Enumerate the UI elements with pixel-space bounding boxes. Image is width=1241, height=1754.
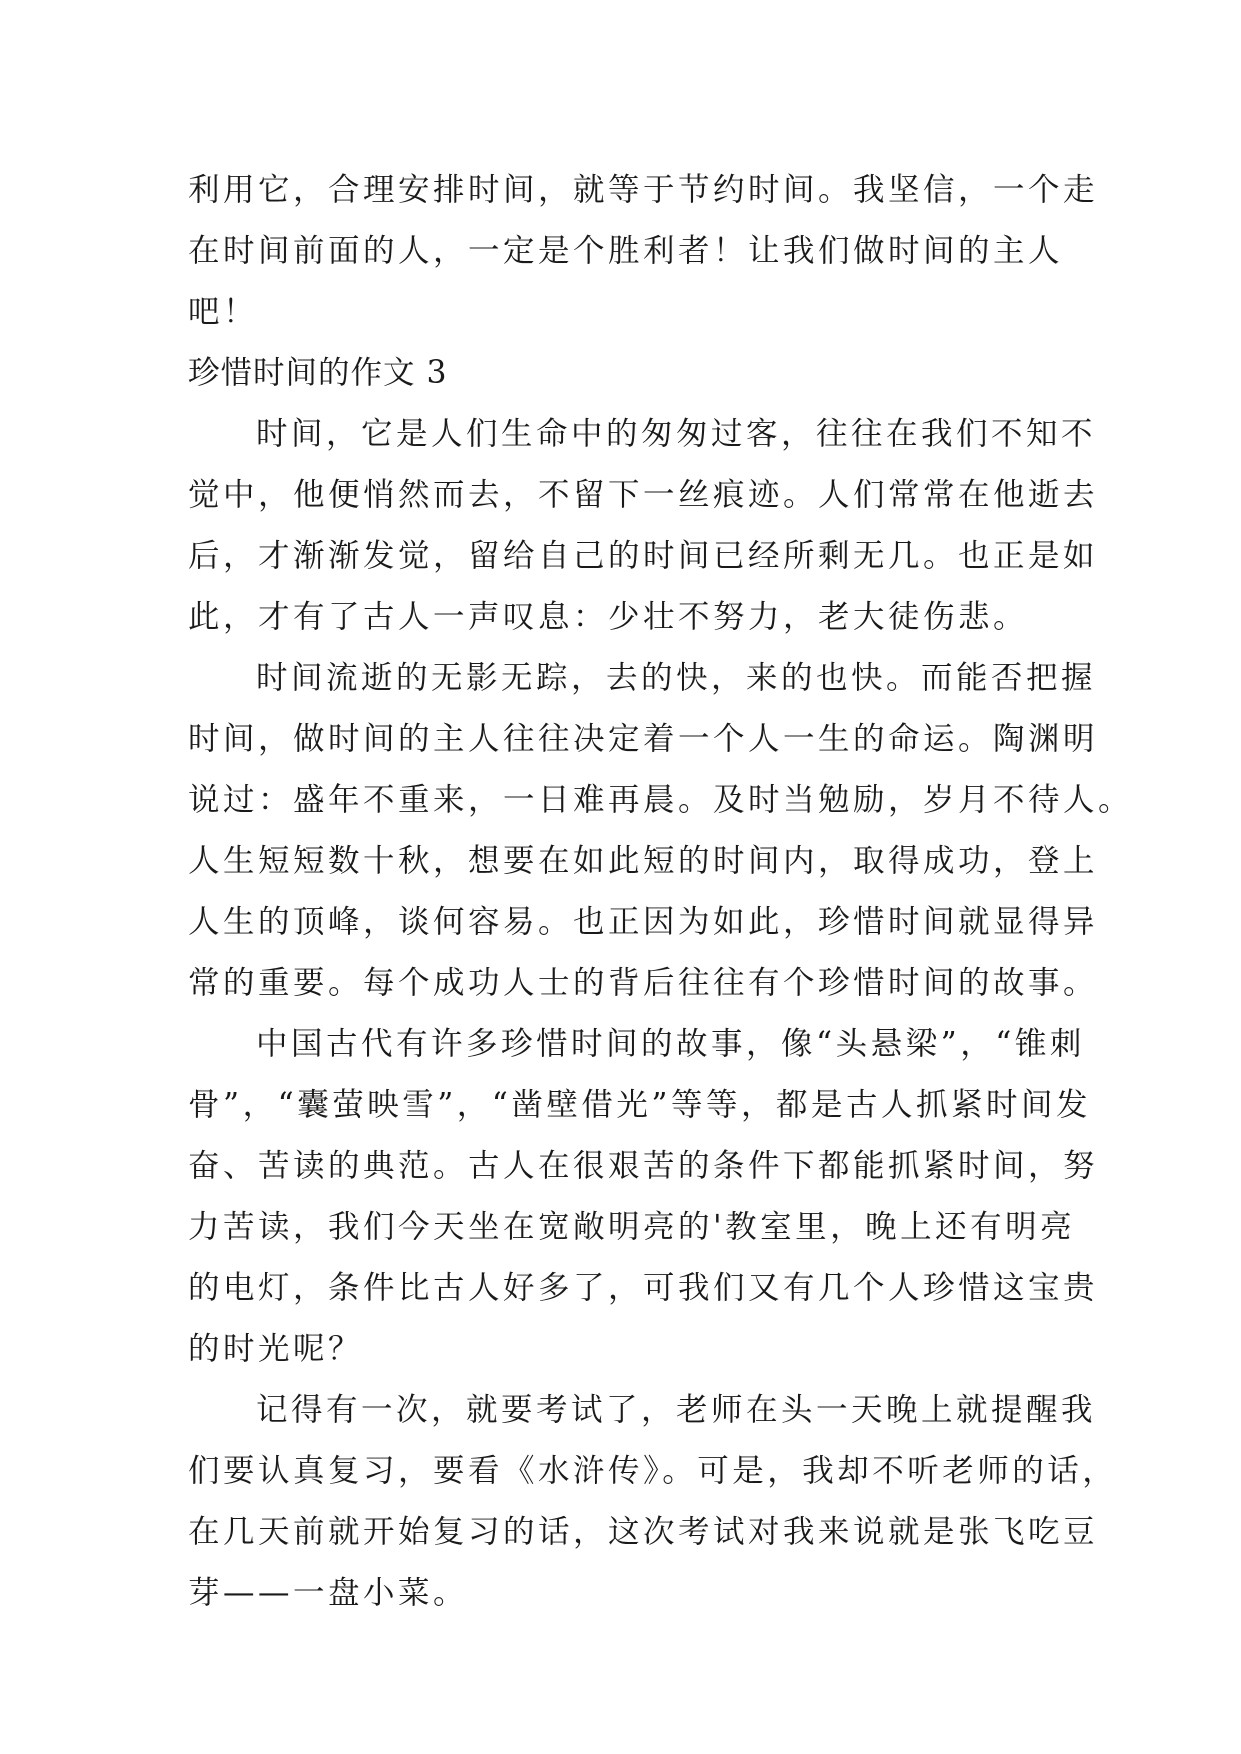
text-line: 在时间前面的人，一定是个胜利者！让我们做时间的主人 xyxy=(188,233,1064,269)
text-line: 此，才有了古人一声叹息：少壮不努力，老大徒伤悲。 xyxy=(188,599,1029,635)
section-heading: 珍惜时间的作文 3 xyxy=(188,355,448,391)
text-line: 觉中，他便悄然而去，不留下一丝痕迹。人们常常在他逝去 xyxy=(188,477,1099,513)
text-line: 的时光呢？ xyxy=(188,1331,364,1367)
text-line: 记得有一次，就要考试了，老师在头一天晚上就提醒我 xyxy=(256,1392,1097,1428)
text-line: 后，才渐渐发觉，留给自己的时间已经所剩无几。也正是如 xyxy=(188,538,1099,574)
text-line: 时间，做时间的主人往往决定着一个人一生的命运。陶渊明 xyxy=(188,721,1099,757)
text-line: 常的重要。每个成功人士的背后往往有个珍惜时间的故事。 xyxy=(188,965,1099,1001)
text-line: 中国古代有许多珍惜时间的故事，像“头悬梁”，“锥刺 xyxy=(256,1026,1085,1062)
text-line: 人生的顶峰，谈何容易。也正因为如此，珍惜时间就显得异 xyxy=(188,904,1099,940)
text-line: 力苦读，我们今天坐在宽敞明亮的'教室里，晚上还有明亮 xyxy=(188,1209,1076,1245)
text-line: 的电灯，条件比古人好多了，可我们又有几个人珍惜这宝贵 xyxy=(188,1270,1099,1306)
text-line: 时间，它是人们生命中的匆匆过客，往往在我们不知不 xyxy=(256,416,1097,452)
text-line: 利用它，合理安排时间，就等于节约时间。我坚信，一个走 xyxy=(188,172,1099,208)
text-line: 人生短短数十秋，想要在如此短的时间内，取得成功，登上 xyxy=(188,843,1099,879)
text-line: 奋、苦读的典范。古人在很艰苦的条件下都能抓紧时间，努 xyxy=(188,1148,1099,1184)
document-body xyxy=(188,160,1134,1624)
text-line: 芽——一盘小菜。 xyxy=(188,1575,469,1611)
text-line: 吧！ xyxy=(188,294,259,330)
text-line: 在几天前就开始复习的话，这次考试对我来说就是张飞吃豆 xyxy=(188,1514,1099,1550)
text-line: 们要认真复习，要看《水浒传》。可是，我却不听老师的话， xyxy=(188,1453,1118,1489)
text-line: 说过：盛年不重来，一日难再晨。及时当勉励，岁月不待人。 xyxy=(188,782,1134,818)
text-line: 时间流逝的无影无踪，去的快，来的也快。而能否把握 xyxy=(256,660,1097,696)
text-line: 骨”，“囊萤映雪”，“凿壁借光”等等，都是古人抓紧时间发 xyxy=(188,1087,1092,1123)
